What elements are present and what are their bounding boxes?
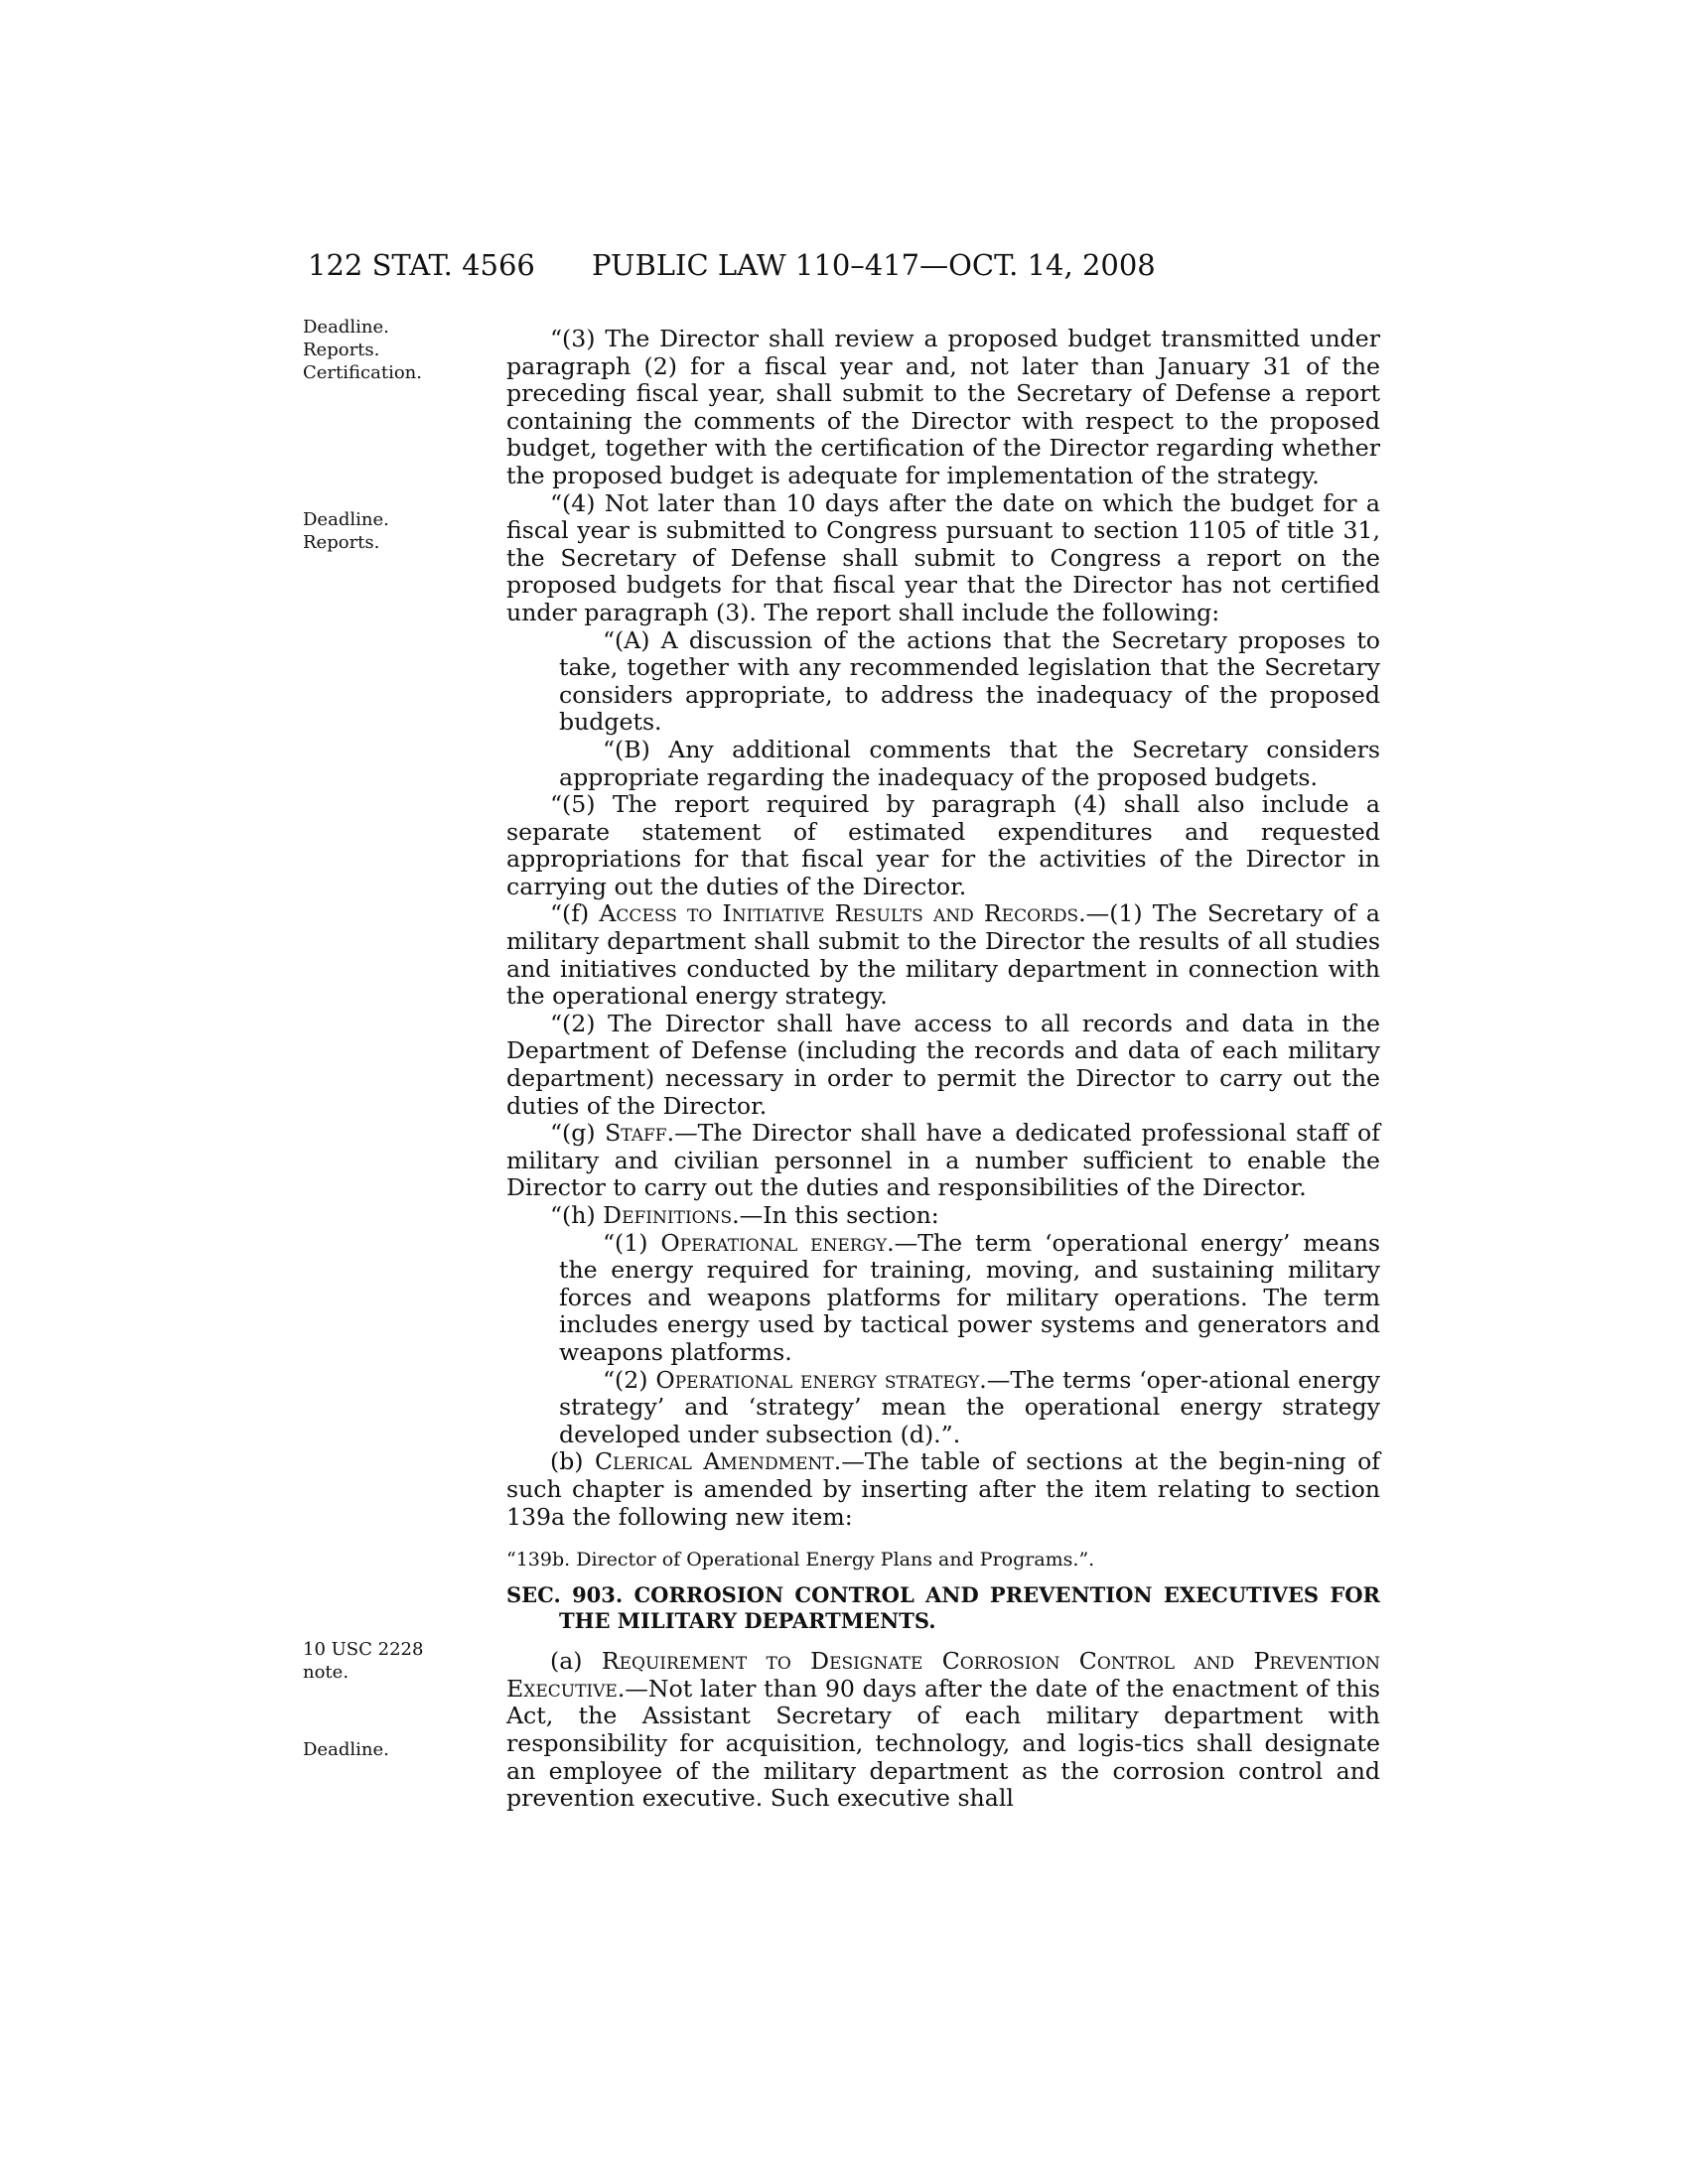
subsection-b-clerical-amendment [506, 1448, 1380, 1531]
margin-note-line: note. [303, 1662, 350, 1683]
subsection-text: .—(1) The Secretary of a military department shall submit to the Director the results of all studies and initiatives conducted by the military department in connection with the operational energy strategy. [506, 899, 1380, 1011]
definition-heading: Operational energy strategy [655, 1365, 980, 1394]
subsection-heading: Access to Initiative Results and Records [599, 899, 1079, 928]
public-law-citation: PUBLIC LAW 110–417—OCT. 14, 2008 [592, 248, 1156, 282]
margin-note-line: Reports. [303, 340, 380, 360]
margin-note-deadline-reports-certification [303, 316, 442, 384]
subsection-text: .—Not later than 90 days after the date of the enactment of this Act, the Assistant Secretary of each military department with responsibility for acquisition, technology, and logis-tics shall designate an employee of the military department as the corrosion control and prevention executive. Such executive shall [506, 1674, 1380, 1813]
definition-prefix: “(1) [603, 1228, 661, 1257]
margin-note-deadline [303, 1738, 442, 1761]
subsection-text: .—In this section: [732, 1201, 939, 1229]
subsection-f-paragraph-2: “(2) The Director shall have access to all records and data in the Department of Defense (including the records and data of each military department) necessary in order to permit the Director to carry out the duties of the Director. [506, 1009, 1380, 1120]
definition-text: .—The terms ‘oper-ational energy strategy’ and ‘strategy’ mean the operational energy strategy developed under subsection (d).”. [559, 1365, 1381, 1448]
subsection-heading: Definitions [603, 1201, 733, 1229]
paragraph-4: “(4) Not later than 10 days after the date on which the budget for a fiscal year is submitted to Congress pursuant to section 1105 of title 31, the Secretary of Defense shall submit to Congress a report on the proposed budgets for that fiscal year that the Director has not certified under paragraph (3). The report shall include the following: [506, 488, 1380, 626]
subsection-prefix: (a) [550, 1647, 602, 1676]
margin-note-line: Reports. [303, 532, 380, 553]
margin-note-line: Certification. [303, 362, 422, 383]
subsection-prefix: “(f) [550, 899, 600, 928]
subsection-heading: Clerical Amendment [595, 1447, 834, 1476]
subsection-text: .—The table of sections at the begin-ning of such chapter is amended by inserting after the item relating to section 139a the following new item: [506, 1447, 1381, 1531]
margin-note-line: Deadline. [303, 509, 389, 530]
subsection-heading: Requirement to Designate Corrosion Control and Prevention Executive [506, 1647, 1380, 1703]
subparagraph-4a: “(A) A discussion of the actions that the Secretary proposes to take, together with any recommended legislation that the Secretary considers appropriate, to address the inadequacy of the proposed budgets. [559, 625, 1380, 737]
definition-text: .—The term ‘operational energy’ means the energy required for training, moving, and sustaining military forces and weapons platforms for military operations. The term includes energy used by tactical power systems and generators and weapons platforms. [559, 1228, 1381, 1366]
margin-note-deadline-reports [303, 508, 442, 554]
subsection-prefix: (b) [550, 1447, 595, 1476]
subparagraph-4b: “(B) Any additional comments that the Secretary considers appropriate regarding the inadequacy of the proposed budgets. [559, 735, 1380, 791]
paragraph-5: “(5) The report required by paragraph (4) shall also include a separate statement of estimated expenditures and requested appropriations for that fiscal year for the activities of the Director in carrying out the duties of the Director. [506, 790, 1380, 900]
subsection-text: .—The Director shall have a dedicated professional staff of military and civilian personnel in a number sufficient to enable the Director to carry out the duties and responsibilities of the Director. [506, 1119, 1380, 1202]
statute-body [506, 326, 1380, 1813]
definition-operational-energy-strategy [506, 1367, 1380, 1449]
definition-prefix: “(2) [603, 1365, 656, 1394]
margin-note-usc-citation [303, 1638, 442, 1684]
subsection-h [506, 1202, 1380, 1230]
subsection-a-requirement [506, 1648, 1380, 1813]
margin-note-line: Deadline. [303, 317, 389, 338]
definition-operational-energy [506, 1230, 1380, 1367]
margin-note-line: 10 USC 2228 [303, 1639, 424, 1660]
subsection-f [506, 900, 1380, 1010]
subsection-prefix: “(g) [550, 1119, 606, 1148]
subsection-heading: Staff [605, 1119, 667, 1148]
section-903-heading: SEC. 903. CORROSION CONTROL AND PREVENTION EXECUTIVES FOR THE MILITARY DEPARTMENTS. [506, 1582, 1380, 1634]
statute-page-number: 122 STAT. 4566 [308, 248, 535, 282]
margin-note-line: Deadline. [303, 1739, 389, 1760]
subsection-prefix: “(h) [550, 1201, 604, 1229]
subsection-g [506, 1120, 1380, 1202]
paragraph-3: “(3) The Director shall review a proposed budget transmitted under paragraph (2) for a fiscal year and, not later than January 31 of the preceding fiscal year, shall submit to the Secretary of Defense a report containing the comments of the Director with respect to the proposed budget, together with the certification of the Director regarding whether the proposed budget is adequate for implementation of the strategy. [506, 325, 1380, 489]
page-header [0, 248, 1688, 288]
table-of-sections-item: “139b. Director of Operational Energy Plans and Programs.”. [506, 1549, 1095, 1571]
definition-heading: Operational energy [660, 1228, 888, 1257]
